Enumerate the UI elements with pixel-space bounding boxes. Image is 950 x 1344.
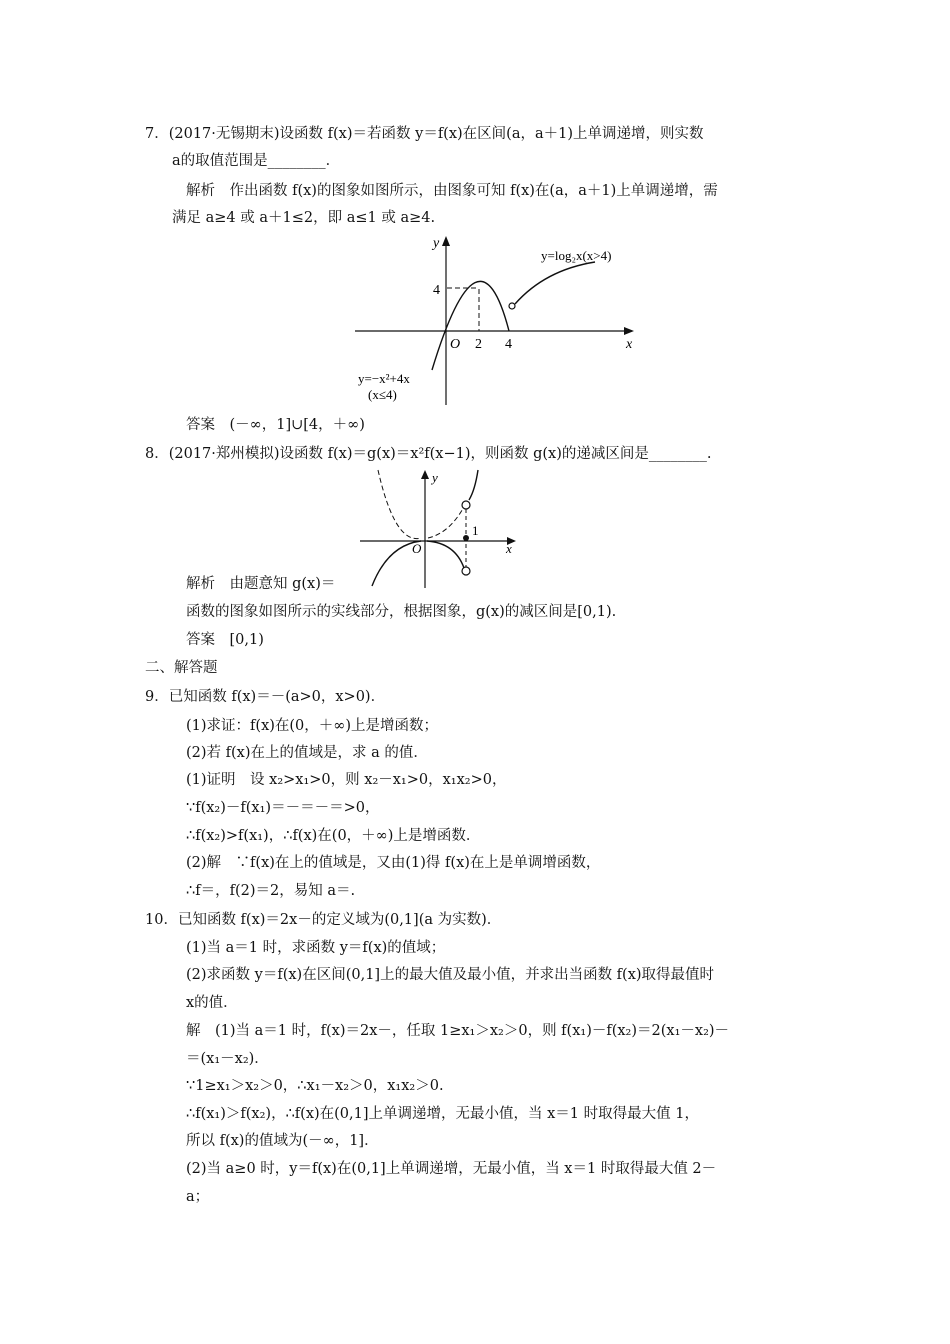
q8-origin-label: O (412, 541, 422, 556)
q8-stem: 8．(2017·郑州模拟)设函数 f(x)＝g(x)＝x²f(x−1)，则函数 g(x)的递减区间是________. (145, 446, 712, 462)
q9-stem: 9．已知函数 f(x)＝－(a>0，x>0)． (145, 689, 386, 705)
q10-solution-4: 所以 f(x)的值域为(－∞，1]． (186, 1133, 379, 1149)
q10-solution-1b: ＝(x₁－x₂)． (186, 1051, 269, 1067)
q9-solution-1: (1)证明 设 x₂>x₁>0，则 x₂－x₁>0，x₁x₂>0， (186, 772, 507, 788)
q7-log-label: y=log₂x(x>4) (541, 248, 612, 263)
q7-graph (350, 228, 650, 410)
q10-solution-1a: 解 (1)当 a＝1 时，f(x)＝2x－，任取 1≥x₁＞x₂＞0，则 f(x₁)－f(x₂)＝2(x₁－x₂)－ (186, 1023, 730, 1039)
q8-graph (355, 462, 525, 592)
q9-solution-5: ∴f＝，f(2)＝2，易知 a＝. (186, 883, 356, 899)
q7-analysis-line1: 解析 作出函数 f(x)的图象如图所示，由图象可知 f(x)在(a，a＋1)上单调递增，需 (186, 183, 718, 199)
q10-solution-2: ∵1≥x₁＞x₂＞0，∴x₁－x₂＞0，x₁x₂＞0. (186, 1078, 444, 1094)
q10-stem: 10．已知函数 f(x)＝2x－的定义域为(0,1](a 为实数)． (145, 912, 502, 928)
q7-stem-line1: 7．(2017·无锡期末)设函数 f(x)＝若函数 y＝f(x)在区间(a，a＋1)上单调递增，则实数 (145, 126, 704, 142)
q8-analysis-line1: 解析 由题意知 g(x)＝ (186, 576, 336, 592)
q7-tick-2: 2 (475, 337, 482, 352)
q7-quad-cond: (x≤4) (368, 387, 397, 402)
q8-answer: 答案 [0,1) (186, 632, 264, 648)
q8-x-axis-label: x (506, 541, 512, 556)
q7-x-axis-label: x (626, 337, 633, 352)
q7-answer: 答案 (－∞，1]∪[4，＋∞) (186, 417, 365, 433)
q7-y-tick-4: 4 (433, 283, 440, 298)
q8-tick-1: 1 (472, 523, 479, 538)
q10-part2-line1: (2)求函数 y＝f(x)在区间(0,1]上的最大值及最小值，并求出当函数 f(x)取得最值时 (186, 967, 715, 983)
q9-solution-3: ∴f(x₂)>f(x₁)，∴f(x)在(0，＋∞)上是增函数． (186, 828, 481, 844)
q9-part1: (1)求证：f(x)在(0，＋∞)上是增函数； (186, 718, 439, 734)
q7-y-axis-label: y (433, 236, 440, 251)
q7-tick-4: 4 (505, 337, 512, 352)
q9-part2: (2)若 f(x)在上的值域是，求 a 的值． (186, 745, 428, 761)
q8-analysis-line2: 函数的图象如图所示的实线部分，根据图象，g(x)的减区间是[0,1). (186, 604, 617, 620)
q8-y-axis-label: y (432, 470, 438, 485)
q7-origin-label: O (450, 337, 461, 352)
q7-stem-line2: a的取值范围是________． (172, 153, 341, 169)
q10-part2-line2: x的值． (186, 995, 238, 1011)
q9-solution-2: ∵f(x₂)－f(x₁)＝－＝－＝>0， (186, 800, 380, 816)
section-heading: 二、解答题 (145, 660, 218, 676)
q10-part1: (1)当 a＝1 时，求函数 y＝f(x)的值域； (186, 940, 446, 956)
q7-quad-label: y=−x²+4x (358, 371, 410, 386)
q7-analysis-line2: 满足 a≥4 或 a＋1≤2，即 a≤1 或 a≥4. (172, 210, 436, 226)
q10-solution-5a: (2)当 a≥0 时，y＝f(x)在(0,1]上单调递增，无最小值，当 x＝1 时取得最大值 2－ (186, 1161, 717, 1177)
q9-solution-4: (2)解 ∵f(x)在上的值域是，又由(1)得 f(x)在上是单调增函数， (186, 855, 601, 871)
q10-solution-5b: a； (186, 1189, 210, 1205)
q10-solution-3: ∴f(x₁)＞f(x₂)，∴f(x)在(0,1]上单调递增，无最小值，当 x＝1 时取得最大值 1， (186, 1106, 699, 1122)
